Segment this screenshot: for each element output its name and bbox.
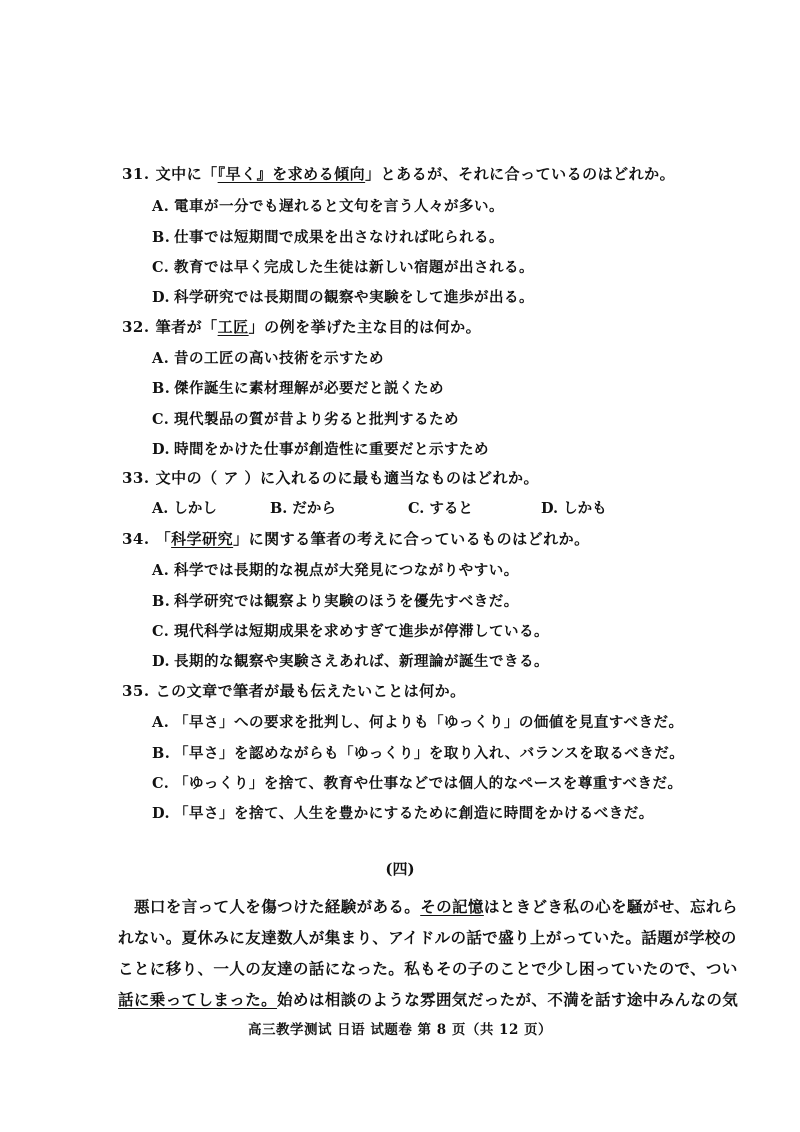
passage-line-1	[134, 895, 738, 917]
option-text: 現代科学は短期成果を求めすぎて進歩が停滞している。	[174, 623, 549, 640]
option-letter: C.	[152, 259, 170, 276]
underlined-phrase: 工匠	[217, 318, 249, 336]
option-text: 長期的な観察や実験さえあれば、新理論が誕生できる。	[174, 653, 549, 670]
option-letter: D.	[152, 653, 171, 670]
option-text: 仕事では短期間で成果を出さなければ叱られる。	[174, 229, 504, 246]
option-text: 「早さ」を認めながらも「ゆっくり」を取り入れ、バランスを取るべきだ。	[174, 745, 685, 762]
option-letter: D.	[541, 500, 559, 517]
question-text-pre: 文中に「	[155, 165, 218, 183]
option-letter: D.	[152, 805, 171, 822]
option-text: 「ゆっくり」を捨て、教育や仕事などでは個人的なペースを尊重すべきだ。	[174, 775, 683, 792]
question-number: 35.	[122, 682, 150, 700]
question-number: 32.	[122, 318, 150, 336]
option-letter: A.	[152, 562, 170, 579]
option-text: 現代製品の質が昔より劣ると批判するため	[174, 411, 459, 428]
question-text-pre: 筆者が「	[155, 318, 218, 336]
option-34-a[interactable]	[152, 559, 519, 580]
option-35-b[interactable]	[152, 742, 684, 763]
passage-line-3: ことに移り、一人の友達の話になった。私もその子のことで少し困っていたので、つい	[118, 959, 738, 978]
option-letter: A.	[152, 350, 170, 367]
option-32-b[interactable]	[152, 377, 444, 398]
option-letter: C.	[408, 500, 425, 517]
question-35	[122, 680, 466, 701]
question-33	[122, 467, 539, 488]
option-31-b[interactable]	[152, 226, 504, 247]
option-letter: C.	[152, 623, 170, 640]
option-text: すると	[429, 500, 473, 517]
option-text: しかも	[563, 500, 607, 517]
underlined-phrase: 話に乗ってしまった。	[118, 990, 278, 1009]
option-text: 教育では早く完成した生徒は新しい宿題が出される。	[174, 259, 534, 276]
option-letter: D.	[152, 441, 171, 458]
option-32-a[interactable]	[152, 347, 384, 368]
question-text: 文中の（ ア ）に入れるのに最も適当なものはどれか。	[155, 469, 540, 487]
option-32-d[interactable]	[152, 438, 489, 459]
question-31	[122, 163, 675, 184]
underlined-phrase: 『早く』を求める傾向	[217, 165, 366, 183]
question-number: 31.	[122, 165, 150, 183]
option-34-b[interactable]	[152, 590, 519, 611]
option-35-d[interactable]	[152, 802, 654, 823]
option-text: 時間をかけた仕事が創造性に重要だと示すため	[174, 441, 489, 458]
question-32	[122, 316, 481, 337]
question-text-post: 」の例を挙げた主な目的は何か。	[248, 318, 482, 336]
option-letter: A.	[152, 500, 169, 517]
option-letter: C.	[152, 775, 170, 792]
question-34	[122, 528, 590, 549]
question-text-pre: 「	[155, 530, 172, 548]
option-33-c[interactable]	[408, 497, 473, 518]
option-text: 傑作誕生に素材理解が必要だと説くため	[174, 380, 444, 397]
question-number: 33.	[122, 469, 150, 487]
option-34-c[interactable]	[152, 620, 549, 641]
option-text: 昔の工匠の高い技術を示すため	[174, 350, 384, 367]
option-letter: A.	[152, 198, 170, 215]
page-footer: 高三教学测试 日语 试题卷 第 8 页（共 12 页）	[247, 1022, 553, 1038]
option-letter: B.	[152, 380, 171, 397]
option-35-c[interactable]	[152, 772, 683, 793]
option-text: 科学研究では長期間の観察や実験をして進歩が出る。	[174, 289, 534, 306]
option-text: だから	[292, 500, 336, 517]
question-text-post: 」に関する筆者の考えに合っているものはどれか。	[233, 530, 590, 548]
option-31-d[interactable]	[152, 286, 534, 307]
question-text: この文章で筆者が最も伝えたいことは何か。	[155, 682, 466, 700]
underlined-phrase: 科学研究	[171, 530, 234, 548]
passage-line-4	[118, 988, 738, 1010]
passage-text: 悪口を言って人を傷つけた経験がある。	[134, 897, 421, 916]
option-33-a[interactable]	[152, 497, 217, 518]
option-34-d[interactable]	[152, 650, 549, 671]
option-text: 「早さ」への要求を批判し、何よりも「ゆっくり」の価値を見直すべきだ。	[174, 714, 684, 731]
option-letter: B.	[270, 500, 288, 517]
option-letter: B.	[152, 745, 171, 762]
option-text: 電車が一分でも遅れると文句を言う人々が多い。	[174, 198, 504, 215]
question-number: 34.	[122, 530, 150, 548]
option-text: 科学研究では観察より実験のほうを優先すべきだ。	[174, 593, 519, 610]
option-33-d[interactable]	[541, 497, 607, 518]
option-text: しかし	[173, 500, 217, 517]
passage-text: 始めは相談のような雰囲気だったが、不満を話す途中みんなの気	[277, 990, 739, 1009]
option-letter: C.	[152, 411, 170, 428]
option-letter: D.	[152, 289, 171, 306]
underlined-phrase: その記憶	[420, 897, 484, 916]
option-text: 「早さ」を捨て、人生を豊かにするために創造に時間をかけるべきだ。	[174, 805, 654, 822]
option-31-c[interactable]	[152, 256, 534, 277]
option-35-a[interactable]	[152, 711, 684, 732]
option-text: 科学では長期的な視点が大発見につながりやすい。	[174, 562, 519, 579]
option-33-b[interactable]	[270, 497, 336, 518]
option-letter: B.	[152, 593, 171, 610]
option-32-c[interactable]	[152, 408, 459, 429]
section-title: (四)	[385, 860, 415, 878]
option-31-a[interactable]	[152, 195, 504, 216]
passage-text: はときどき私の心を騒がせ、忘れら	[483, 897, 738, 916]
question-text-post: 」とあるが、それに合っているのはどれか。	[365, 165, 676, 183]
passage-line-2: れない。夏休みに友達数人が集まり、アイドルの話で盛り上がっていた。話題が学校の	[118, 928, 737, 947]
option-letter: A.	[152, 714, 170, 731]
option-letter: B.	[152, 229, 171, 246]
